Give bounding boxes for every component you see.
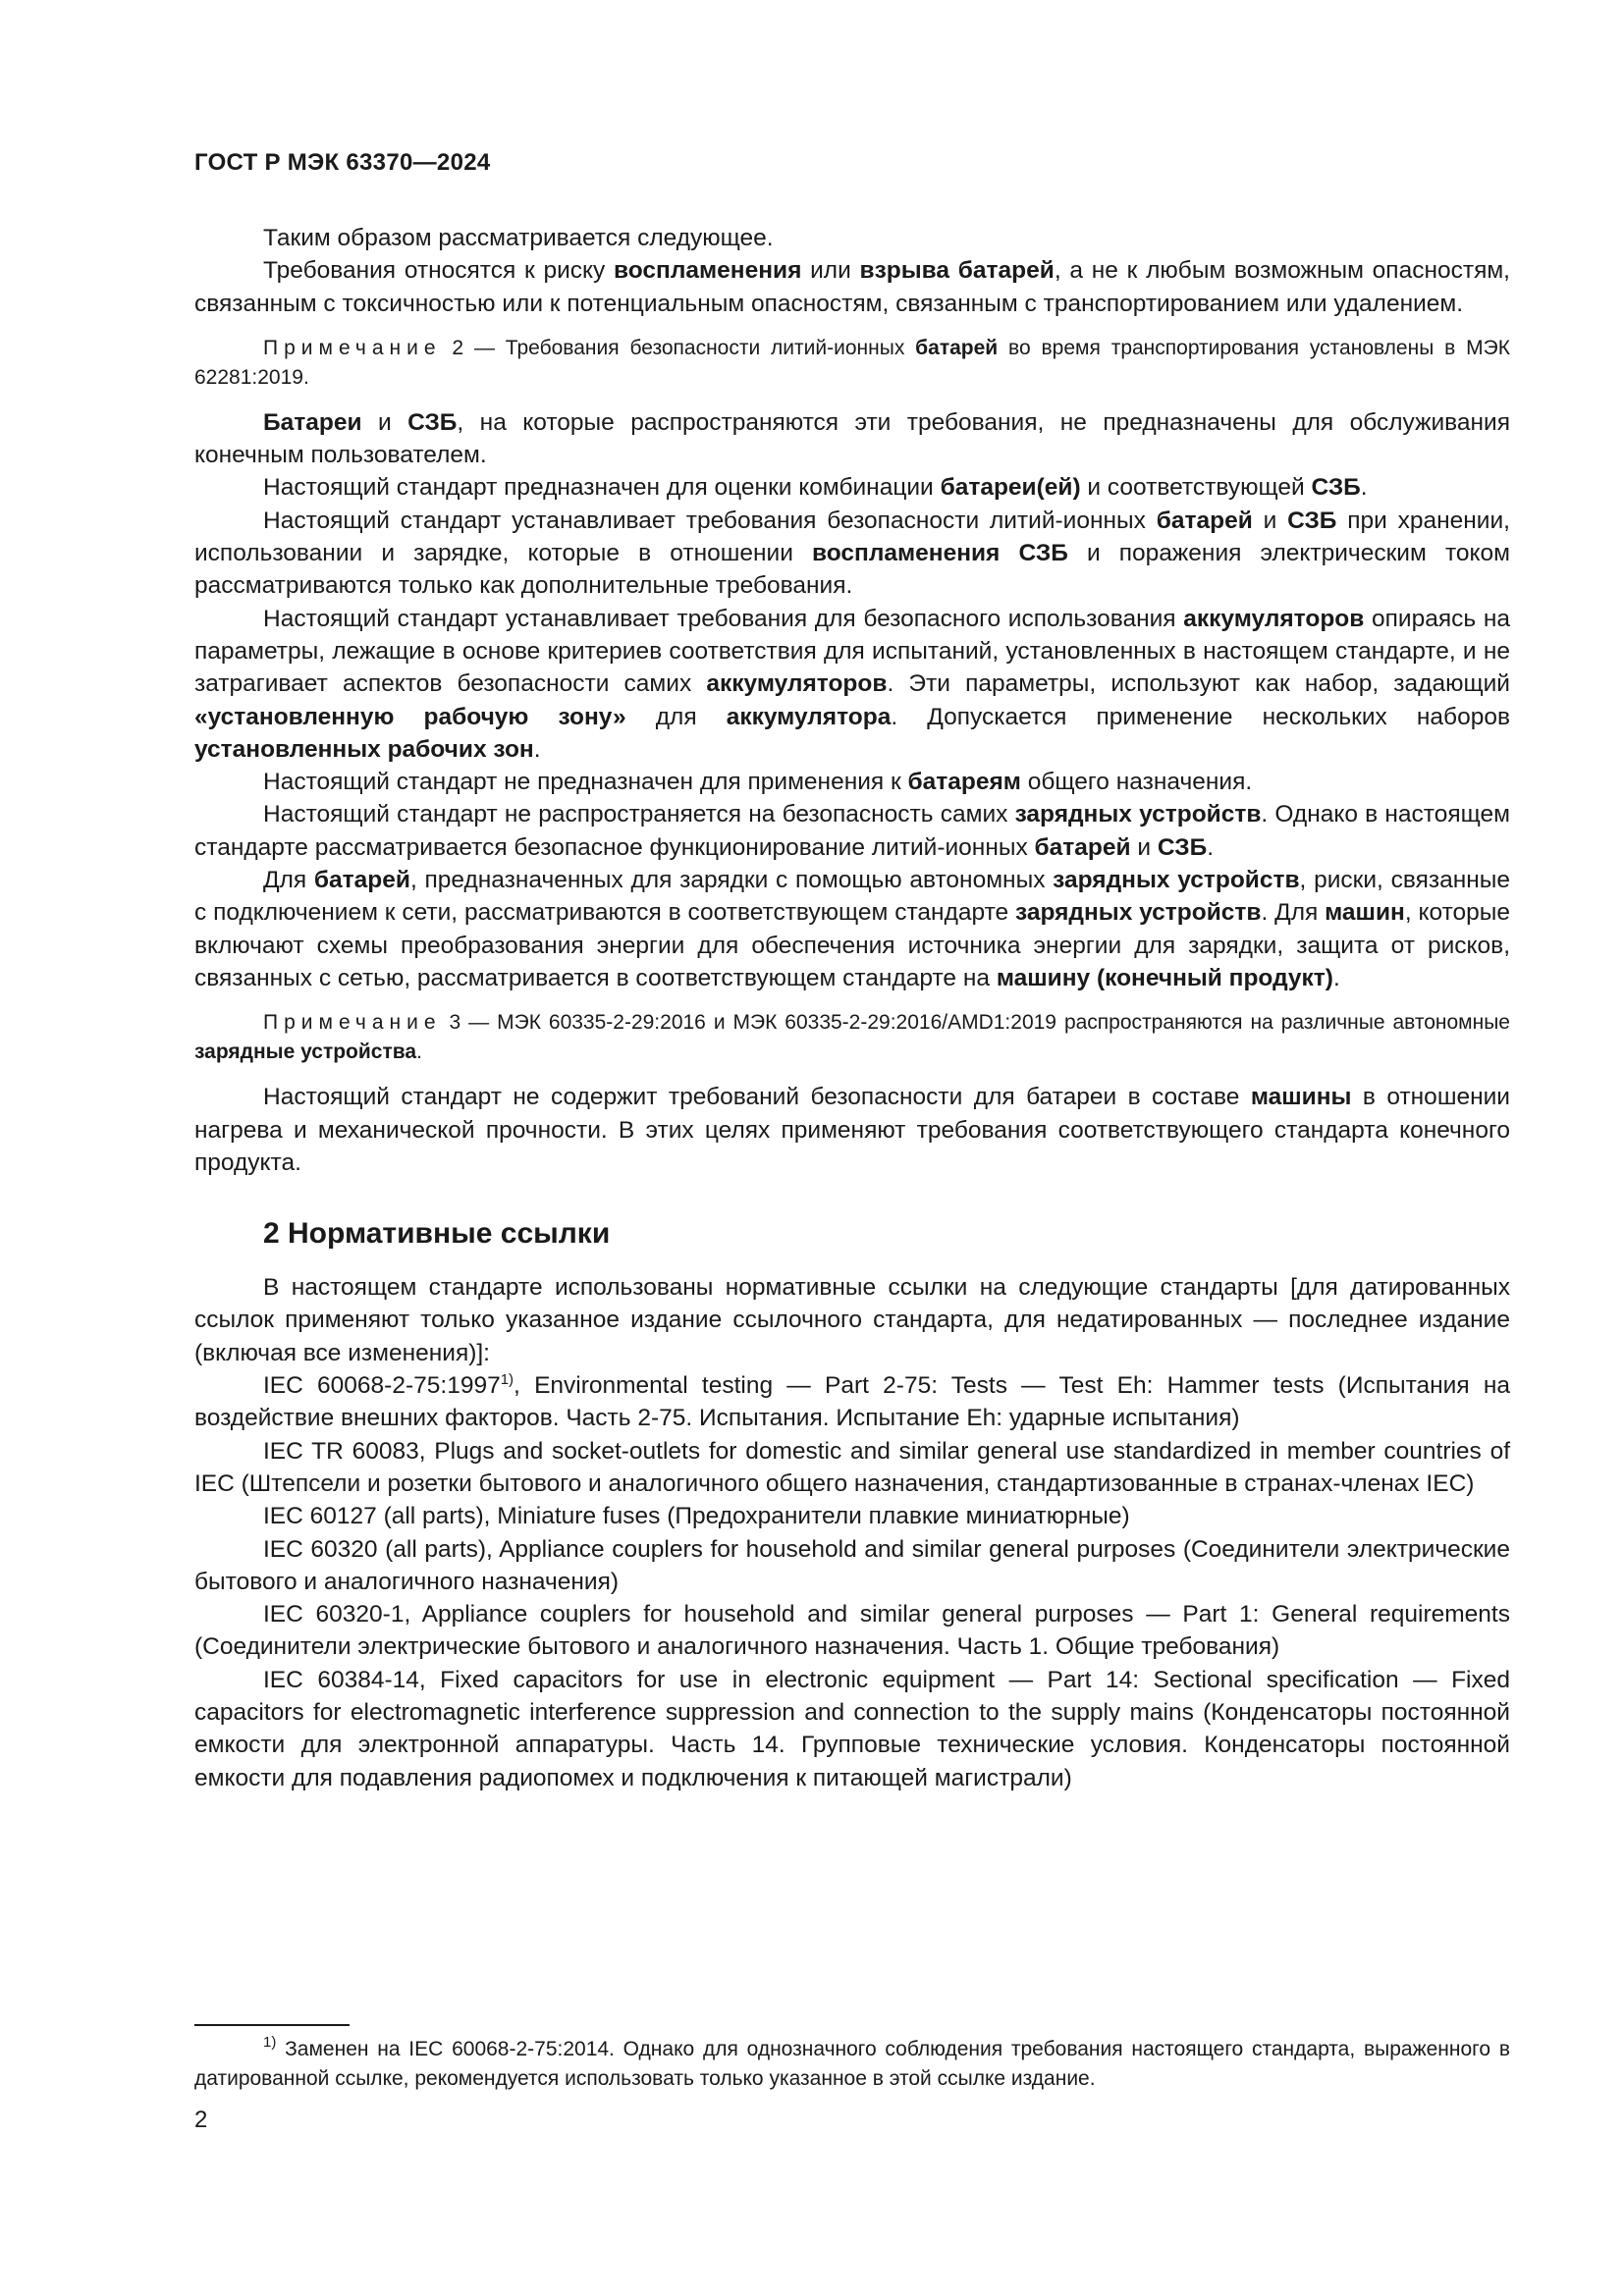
term-bold: зарядных устройств (1053, 867, 1300, 894)
term-bold: аккумуляторов (706, 670, 888, 698)
text-run: в отношении нагрева и механической прочности. В этих целях применяют требования соответствующего стандарта конечного продукта. (194, 1084, 1510, 1176)
term-bold: зарядных устройств (1015, 899, 1262, 927)
text-run: IEC 60320 (all parts), Appliance couplers for household and similar general purposes (Соединители электрические бытового и аналогичного назначения) (194, 1535, 1510, 1595)
footnote-separator (194, 2024, 350, 2026)
footnote-text: Заменен на IEC 60068-2-75:2014. Однако для однозначного соблюдения требования настоящего стандарта, выраженного в датированной ссылке, рекомендуется использовать только указанное в этой ссылке издание. (194, 2038, 1510, 2090)
text-run: Для (263, 867, 314, 894)
text-run: , предназначенных для зарядки с помощью автономных (409, 867, 1054, 894)
text-run: . (1360, 474, 1368, 502)
reference-item (194, 1369, 1510, 1435)
paragraph (194, 254, 1510, 320)
term-bold: СЗБ (1287, 507, 1337, 534)
text-run: . (416, 1041, 422, 1064)
text-run: . Допускается применение нескольких наборов (891, 703, 1510, 730)
paragraph (194, 505, 1510, 603)
text-run: и (1130, 833, 1158, 861)
text-run: опираясь на параметры, лежащие в основе критериев соответствия для испытаний, установленных в настоящем стандарте, и не затрагивает аспектов безопасности самих (194, 605, 1510, 698)
text-run: Настоящий стандарт устанавливает требования для безопасного использования (263, 605, 1184, 632)
term-bold: аккумуляторов (1183, 605, 1365, 632)
term-bold: взрыва батарей (859, 257, 1055, 285)
paragraph (194, 1271, 1510, 1369)
text-run: и соответствующей (1080, 474, 1312, 502)
reference-item (194, 1598, 1510, 1664)
text-run: общего назначения. (1020, 769, 1253, 796)
term-bold: зарядных устройств (1014, 801, 1262, 828)
term-bold: аккумулятора (726, 703, 892, 730)
note-label: Примечание (263, 336, 442, 359)
text-run: . (1332, 964, 1340, 991)
term-bold: СЗБ (1157, 833, 1208, 861)
text-run: и (361, 408, 408, 436)
text-run: . (1207, 833, 1215, 861)
text-run: IEC 60127 (all parts), Miniature fuses (Предохранители плавкие миниатюрные) (263, 1503, 1130, 1530)
footnote (194, 2035, 1510, 2094)
text-run: . (533, 735, 541, 763)
text-run: во время транспортирования установлены в МЭК 62281:2019. (194, 336, 1510, 389)
text-run: . Для (1261, 899, 1326, 927)
paragraph (194, 603, 1510, 766)
reference-item (194, 1664, 1510, 1794)
term-bold: машин (1325, 899, 1405, 927)
footnote-marker: 1) (263, 2034, 277, 2051)
term-bold: машину (конечный продукт) (996, 964, 1333, 991)
term-bold: батареям (907, 769, 1021, 796)
text-run: Настоящий стандарт не предназначен для применения к (263, 769, 908, 796)
text-run: при хранении, использовании и зарядке, которые в отношении (194, 507, 1510, 567)
term-bold: батарей (1034, 833, 1131, 861)
term-bold: воспламенения (614, 257, 802, 285)
text-run: Настоящий стандарт не распространяется на безопасность самих (263, 801, 1015, 828)
page-number: 2 (194, 2107, 208, 2133)
paragraph (194, 471, 1510, 504)
term-bold: машины (1250, 1084, 1352, 1111)
text-run: для (625, 703, 727, 730)
text-run: . Однако в настоящем стандарте рассматривается безопасное функционирование литий-ионных (194, 801, 1510, 861)
term-bold: СЗБ (1311, 474, 1361, 502)
reference-item (194, 1500, 1510, 1532)
text-run: , риски, связанные с подключением к сети, рассматриваются в соответствующем стандарте (194, 867, 1510, 927)
paragraph (194, 222, 1510, 254)
term-bold: зарядные устройства (194, 1041, 417, 1064)
document-header: ГОСТ Р МЭК 63370—2024 (194, 149, 491, 176)
paragraph (194, 798, 1510, 864)
text-run: 2 — Требования безопасности литий-ионных (441, 336, 916, 359)
paragraph (194, 1081, 1510, 1179)
term-bold: Батареи (263, 408, 362, 436)
text-run: IEC TR 60083, Plugs and socket-outlets for domestic and similar general use standardized in member countries of IEC (Штепсели и розетки бытового и аналогичного общего назначения, стандартизованные в странах-членах IEC) (194, 1437, 1510, 1497)
term-bold: «установленную рабочую зону» (194, 703, 626, 730)
text-run: Настоящий стандарт устанавливает требования безопасности литий-ионных (263, 507, 1157, 534)
term-bold: батарей (915, 336, 999, 359)
term-bold: СЗБ (407, 408, 458, 436)
text-run: Требования относятся к риску (263, 257, 615, 285)
text-run: Таким образом рассматривается следующее. (263, 225, 774, 251)
note-label: Примечание (263, 1011, 442, 1035)
text-run: В настоящем стандарте использованы нормативные ссылки на следующие стандарты [для датированных ссылок применяют только указанное издание ссылочного стандарта, для недатированных — последнее издание (включая все изменения)]: (194, 1274, 1510, 1366)
paragraph (194, 406, 1510, 472)
paragraph (194, 766, 1510, 798)
footnote-marker: 1) (500, 1371, 514, 1389)
text-run: , которые включают схемы преобразования энергии для обеспечения источника энергии для зарядки, защита от рисков, связанных с сетью, рассматривается в соответствующем стандарте на (194, 899, 1511, 991)
term-bold: воспламенения СЗБ (812, 540, 1068, 567)
text-run: IEC 60320-1, Appliance couplers for household and similar general purposes — Part 1: General requirements (Соединители электрические бытового и аналогичного назначения. Часть 1. Общие требования) (194, 1601, 1510, 1661)
text-run: и поражения электрическим током рассматриваются только как дополнительные требования. (194, 540, 1510, 600)
term-bold: батарей (1156, 507, 1253, 534)
text-run: 3 — МЭК 60335-2-29:2016 и МЭК 60335-2-29:2016/AMD1:2019 распространяются на различные автономные (441, 1011, 1510, 1035)
text-run: или (801, 257, 860, 285)
term-bold: батарей (313, 867, 410, 894)
text-run: Настоящий стандарт не содержит требований безопасности для батареи в составе (263, 1084, 1251, 1111)
note-2 (194, 334, 1510, 393)
document-body (194, 222, 1510, 1794)
text-run: . Эти параметры, используют как набор, задающий (887, 670, 1510, 698)
text-run: , на которые распространяются эти требования, не предназначены для обслуживания конечным пользователем. (194, 408, 1510, 469)
text-run: IEC 60068-2-75:1997 (263, 1372, 501, 1400)
text-run: IEC 60384-14, Fixed capacitors for use in electronic equipment — Part 14: Sectional specification — Fixed capacitors for electromagnetic interference suppression and connection to the supply mains (Конденсаторы постоянной емкости для электронной аппаратуры. Часть 14. Групповые технические условия. Конденсаторы постоянной емкости для подавления радиопомех и подключения к питающей магистрали) (194, 1666, 1510, 1791)
reference-item (194, 1435, 1510, 1501)
section-heading: 2 Нормативные ссылки (263, 1217, 611, 1251)
text-run: Настоящий стандарт предназначен для оценки комбинации (263, 474, 941, 502)
text-run: , а не к любым возможным опасностям, связанным с токсичностью или к потенциальным опасностям, связанным с транспортированием или удалением. (194, 257, 1510, 317)
term-bold: установленных рабочих зон (194, 735, 534, 763)
reference-item (194, 1533, 1510, 1599)
text-run: и (1252, 507, 1288, 534)
term-bold: батареи(ей) (940, 474, 1081, 502)
paragraph (194, 864, 1510, 994)
note-3 (194, 1008, 1510, 1067)
text-run: , Environmental testing — Part 2-75: Tests — Test Eh: Hammer tests (Испытания на воздействие внешних факторов. Часть 2-75. Испытания. Испытание Eh: ударные испытания) (194, 1372, 1511, 1432)
